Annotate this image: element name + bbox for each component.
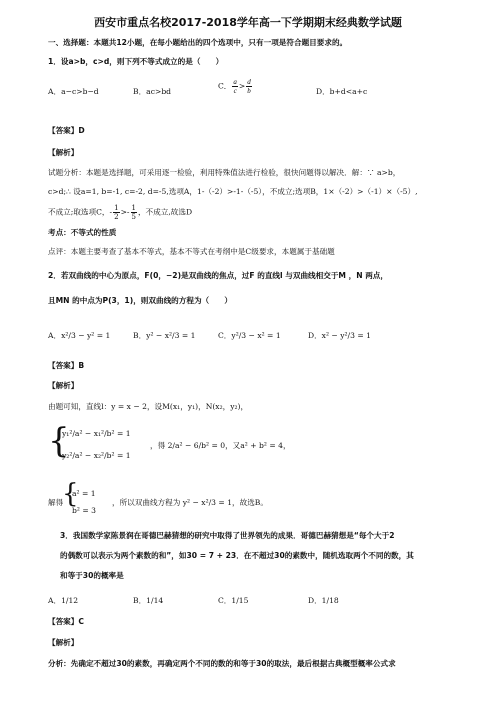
fraction xyxy=(113,204,119,221)
numerator: 1 xyxy=(131,204,136,212)
numerator: a xyxy=(233,78,237,86)
denominator: 2 xyxy=(114,213,119,221)
q1-answer: 【答案】D xyxy=(48,126,85,135)
q3-option-d: D．1/18 xyxy=(308,596,339,605)
q1-option-c xyxy=(218,78,253,95)
numerator: d xyxy=(247,78,251,86)
q2-derivation: ，得 2/a² − 6/b² = 0，又a² + b² = 4， xyxy=(150,441,291,450)
system-equation-1: y₁²/a² − x₁²/b² = 1 xyxy=(62,429,131,438)
q1-option-b: B．ac>bd xyxy=(133,87,172,96)
q2-analysis-heading: 【解析】 xyxy=(48,381,79,390)
denominator: c xyxy=(233,87,237,95)
text: 不成立;取选项C，- xyxy=(48,207,113,217)
q2-option-c: C．y²/3 − x² = 1 xyxy=(218,331,281,340)
denominator: 5 xyxy=(131,213,136,221)
q2-option-b: B．y² − x²/3 = 1 xyxy=(133,331,196,340)
fraction xyxy=(246,78,252,95)
q2-stem-line: 且MN 的中点为P(3，1)，则双曲线的方程为（ ） xyxy=(48,296,232,305)
denominator: b xyxy=(247,87,251,95)
operator: > xyxy=(238,81,246,91)
q1-analysis-line: c>d;∴ 设a=1, b=-1, c=-2, d=-5,选项A，1-（-2）>-1-（-5），不成立;选项B，1×（-2）>（-1）×（-5）, xyxy=(48,187,418,196)
q1-option-d: D．b+d<a+c xyxy=(316,87,368,96)
q2-option-a: A．x²/3 − y² = 1 xyxy=(48,331,111,340)
system-equation-2: y₂²/a² − x₂²/b² = 1 xyxy=(62,451,131,460)
q2-solve-label: 解得 xyxy=(48,498,64,507)
page-title: 西安市重点名校2017-2018学年高一下学期期末经典数学试题 xyxy=(94,16,402,29)
q2-stem-line: 2．若双曲线的中心为原点，F(0，−2)是双曲线的焦点，过F 的直线l 与双曲线相交于M ，N 两点， xyxy=(48,271,388,280)
q3-stem-line: 的偶数可以表示为两个素数的和”，如30 = 7 + 23．在不超过30的素数中，随机选取两个不同的数，其 xyxy=(60,551,414,560)
q1-option-a: A．a−c>b−d xyxy=(48,87,99,96)
q3-analysis-heading: 【解析】 xyxy=(48,638,79,647)
fraction xyxy=(232,78,238,95)
q1-analysis-line xyxy=(48,204,192,221)
q2-conclusion: ，所以双曲线方程为 y² − x²/3 = 1，故选B。 xyxy=(112,498,268,507)
q3-answer: 【答案】C xyxy=(48,617,84,626)
q3-analysis-line: 分析：先确定不超过30的素数，再确定两个不同的数的和等于30的取法，最后根据古典概型概率公式求 xyxy=(48,659,396,668)
text: ，不成立,故选D xyxy=(137,207,193,217)
q1-kaodian: 考点：不等式的性质 xyxy=(48,228,117,237)
q3-stem-line: 和等于30的概率是 xyxy=(60,571,124,580)
q1-analysis-line: 试题分析：本题是选择题，可采用逐一检验，利用特殊值法进行检验，很快问题得以解决．解：∵ a>b， xyxy=(48,168,401,177)
fraction xyxy=(131,204,137,221)
q1-dianping: 点评：本题主要考查了基本不等式，基本不等式在考纲中是C级要求，本题属于基础题 xyxy=(48,247,335,256)
equation-brace: { xyxy=(62,479,79,509)
solution-b: b² = 3 xyxy=(72,506,96,515)
q2-answer: 【答案】B xyxy=(48,361,85,370)
q3-option-c: C．1/15 xyxy=(218,596,249,605)
q1-option-c-label: C． xyxy=(218,81,232,91)
q2-analysis-line: 由题可知，直线l：y = x − 2，设M(x₁，y₁)，N(x₂，y₂)， xyxy=(48,402,249,411)
q2-option-d: D．x² − y²/3 = 1 xyxy=(308,331,371,340)
numerator: 1 xyxy=(114,204,119,212)
section-heading: 一、选择题：本题共12小题，在每小题给出的四个选项中，只有一项是符合题目要求的。 xyxy=(48,38,348,47)
q3-stem-line: 3．我国数学家陈景润在哥德巴赫猜想的研究中取得了世界领先的成果．哥德巴赫猜想是“每个大于2 xyxy=(60,531,395,540)
equation-brace: { xyxy=(48,421,70,461)
q1-analysis-heading: 【解析】 xyxy=(48,148,79,157)
q3-option-a: A．1/12 xyxy=(48,596,79,605)
solution-a: a² = 1 xyxy=(72,489,96,498)
q1-stem: 1．设a>b，c>d，则下列不等式成立的是（ ） xyxy=(48,57,224,66)
text: >- xyxy=(120,207,130,217)
q3-option-b: B．1/14 xyxy=(133,596,164,605)
